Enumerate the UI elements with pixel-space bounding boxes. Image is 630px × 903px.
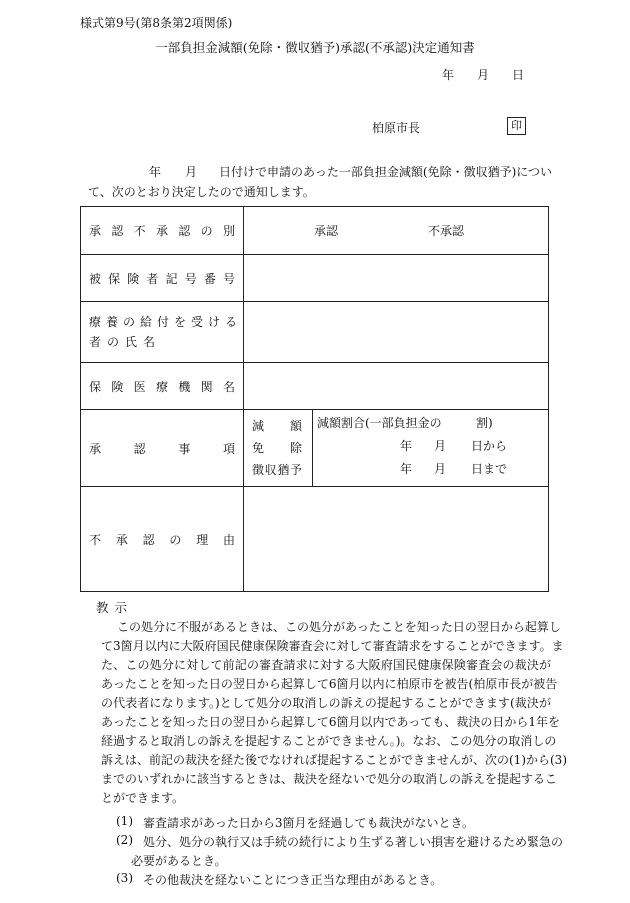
period-from-day: 日から <box>471 439 508 453</box>
period-to-day: 日まで <box>471 462 508 476</box>
label-text-line-1: 療養の給付を受ける <box>89 315 237 329</box>
teaching-line-3: た、この処分に対して前記の審査請求に対する大阪府国民健康保険審査会の裁決が <box>101 658 551 672</box>
teaching-heading: 教示 <box>96 600 134 615</box>
mayor-name: 柏原市長 <box>372 121 421 135</box>
label-medical-institution <box>81 363 244 410</box>
item-3-number: (3) <box>116 871 133 885</box>
reduction-ratio-prefix: 減額割合(一部負担金の <box>317 416 442 430</box>
date-day: 日 <box>512 68 525 82</box>
teaching-line-10: とができます。 <box>101 791 185 805</box>
value-patient-name <box>244 302 549 363</box>
option-reject: 不承認 <box>428 224 465 238</box>
item-2-number: (2) <box>116 833 133 847</box>
row-patient-name <box>81 302 549 363</box>
reduction-ratio-suffix: 割) <box>476 416 493 430</box>
teaching-line-8: 訴えは、前記の裁決を経た後でなければ提起することができませんが、次の(1)から(3) <box>101 753 567 767</box>
period-to-month: 月 <box>434 462 447 476</box>
teaching-line-1: この処分に不服があるときは、この処分があったことを知った日の翌日から起算し <box>117 620 561 634</box>
sub-label-deferment: 徴収猶予 <box>252 463 302 477</box>
form-number: 様式第9号(第8条第2項関係) <box>80 16 233 30</box>
intro-text-1: 日付けで申請のあった一部負担金減額(免除・徴収猶予)につい <box>219 165 553 179</box>
item-2-text: 処分、処分の執行又は手続の続行により生ずる著しい損害を避けるため緊急の <box>143 835 564 849</box>
item-2-continuation: 必要があるとき。 <box>131 854 227 868</box>
period-from-year: 年 <box>400 439 413 453</box>
row-approval-items <box>81 410 549 487</box>
teaching-line-2: て3箇月以内に大阪府国民健康保険審査会に対して審査請求をすることができます。ま <box>101 639 564 653</box>
option-approve: 承認 <box>314 224 339 238</box>
item-1-number: (1) <box>116 814 133 828</box>
value-insured-number <box>244 255 549 302</box>
label-approval-status <box>81 207 244 255</box>
row-insured-number <box>81 255 549 302</box>
value-approval-items <box>244 410 549 487</box>
label-insured-number <box>81 255 244 302</box>
label-text-line-2: 者の氏名 <box>89 335 162 349</box>
approval-type-labels <box>244 410 313 486</box>
value-rejection-reason <box>244 487 549 592</box>
teaching-line-9: までのいずれかに該当するときは、裁決を経ないで処分の取消しの訴えを提起するこ <box>101 772 558 786</box>
label-approval-items <box>81 410 244 487</box>
row-approval-status <box>81 207 549 255</box>
approval-details <box>313 410 549 486</box>
label-text: 承認事項 <box>89 441 235 456</box>
date-month: 月 <box>477 68 490 82</box>
label-text: 不承認の理由 <box>89 532 235 547</box>
label-text: 承認不承認の別 <box>89 224 235 238</box>
document-title: 一部負担金減額(免除・徴収猶予)承認(不承認)決定通知書 <box>155 40 475 55</box>
label-patient-name <box>81 302 244 363</box>
sub-label-exemption: 免除 <box>252 441 302 455</box>
intro-line-2: て、次のとおり決定したので通知します。 <box>88 185 315 199</box>
value-approval-status <box>244 207 549 255</box>
teaching-line-7: 経過すると取消しの訴えを提起することができません。)。なお、この処分の取消しの <box>101 734 557 748</box>
row-medical-institution <box>81 363 549 410</box>
teaching-line-5: の代表者になります。)として処分の取消しの訴えの提起することができます(裁決が <box>101 696 551 710</box>
sub-label-reduction: 減額 <box>252 419 302 433</box>
item-3-text: その他裁決を経ないことにつき正当な理由があるとき。 <box>143 873 443 887</box>
intro-year: 年 <box>149 165 162 179</box>
intro-month: 月 <box>185 165 198 179</box>
teaching-line-6: あったことを知った日の翌日から起算して6箇月以内であっても、裁決の日から1年を <box>101 715 561 729</box>
date-year: 年 <box>442 68 455 82</box>
period-from-month: 月 <box>434 439 447 453</box>
label-text: 被保険者記号番号 <box>89 271 235 286</box>
seal-mark: 印 <box>507 117 526 135</box>
item-1-text: 審査請求があった日から3箇月を経過しても裁決がないとき。 <box>143 816 475 830</box>
period-to-year: 年 <box>400 462 413 476</box>
decision-table <box>80 206 549 592</box>
label-text: 保険医療機関名 <box>89 379 235 394</box>
teaching-line-4: あったことを知った日の翌日から起算して6箇月以内に柏原市を被告(柏原市長が被告 <box>101 677 558 691</box>
label-rejection-reason <box>81 487 244 592</box>
row-rejection-reason <box>81 487 549 592</box>
value-medical-institution <box>244 363 549 410</box>
